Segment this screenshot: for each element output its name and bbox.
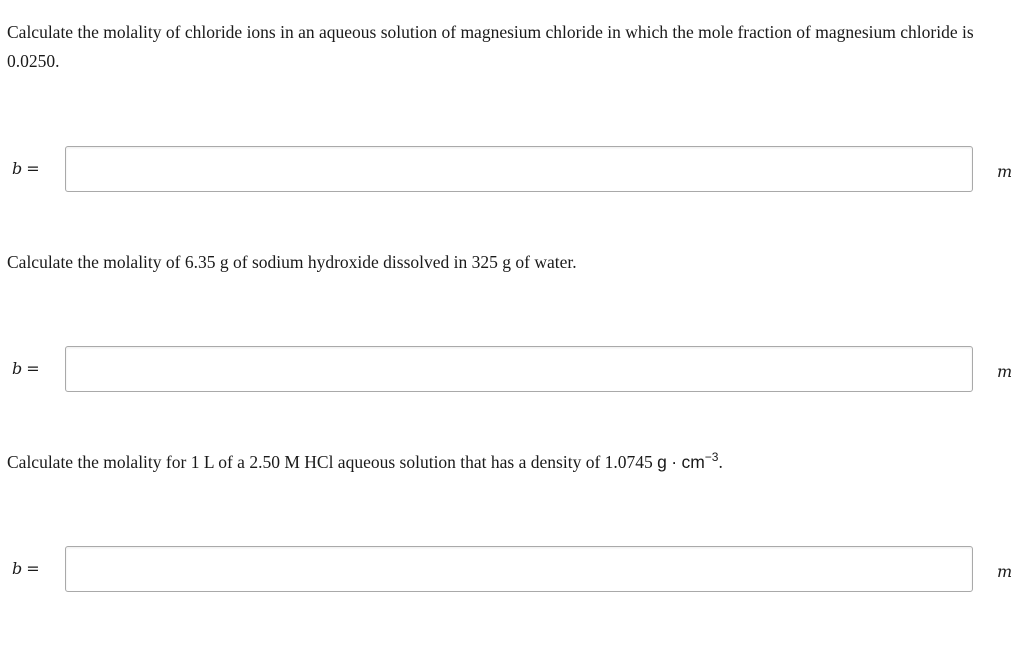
answer-2-input[interactable] [65,346,973,392]
answer-3-variable: b [12,559,23,578]
question-3-dot: · [671,452,678,472]
question-1-text [7,18,1012,76]
question-3-exponent: −3 [704,450,719,465]
answer-1-equals: = [26,159,40,178]
answer-3-variable-label [12,559,40,578]
answer-2-unit: m [997,362,1013,381]
question-3-text [7,448,1012,477]
answer-row-2 [0,346,1024,392]
answer-1-variable-label [12,159,40,178]
question-3-period: . [718,452,723,472]
answer-1-input[interactable] [65,146,973,192]
answer-row-1 [0,146,1024,192]
question-1-prompt: Calculate the molality of chloride ions in an aqueous solution of magnesium chloride in which the mole fraction of magnesium chloride is [7,22,974,42]
question-1-mole-fraction: 0.0250 [7,51,56,71]
answer-1-unit: m [997,162,1013,181]
question-2-text: Calculate the molality of 6.35 g of sodium hydroxide dissolved in 325 g of water. [7,252,577,272]
answer-2-variable-label [12,359,40,378]
answer-3-unit: m [997,562,1013,581]
answer-2-variable: b [12,359,23,378]
answer-2-equals: = [26,359,40,378]
answer-3-input[interactable] [65,546,973,592]
answer-1-variable: b [12,159,23,178]
answer-row-3 [0,546,1024,592]
question-3-unit-g: g [657,452,667,472]
question-3-unit-cm: cm [681,452,705,472]
answer-3-equals: = [26,559,40,578]
question-3-prompt: Calculate the molality for 1 L of a 2.50 M HCl aqueous solution that has a density of 1.0745 [7,452,658,472]
question-1-period: . [55,51,60,71]
